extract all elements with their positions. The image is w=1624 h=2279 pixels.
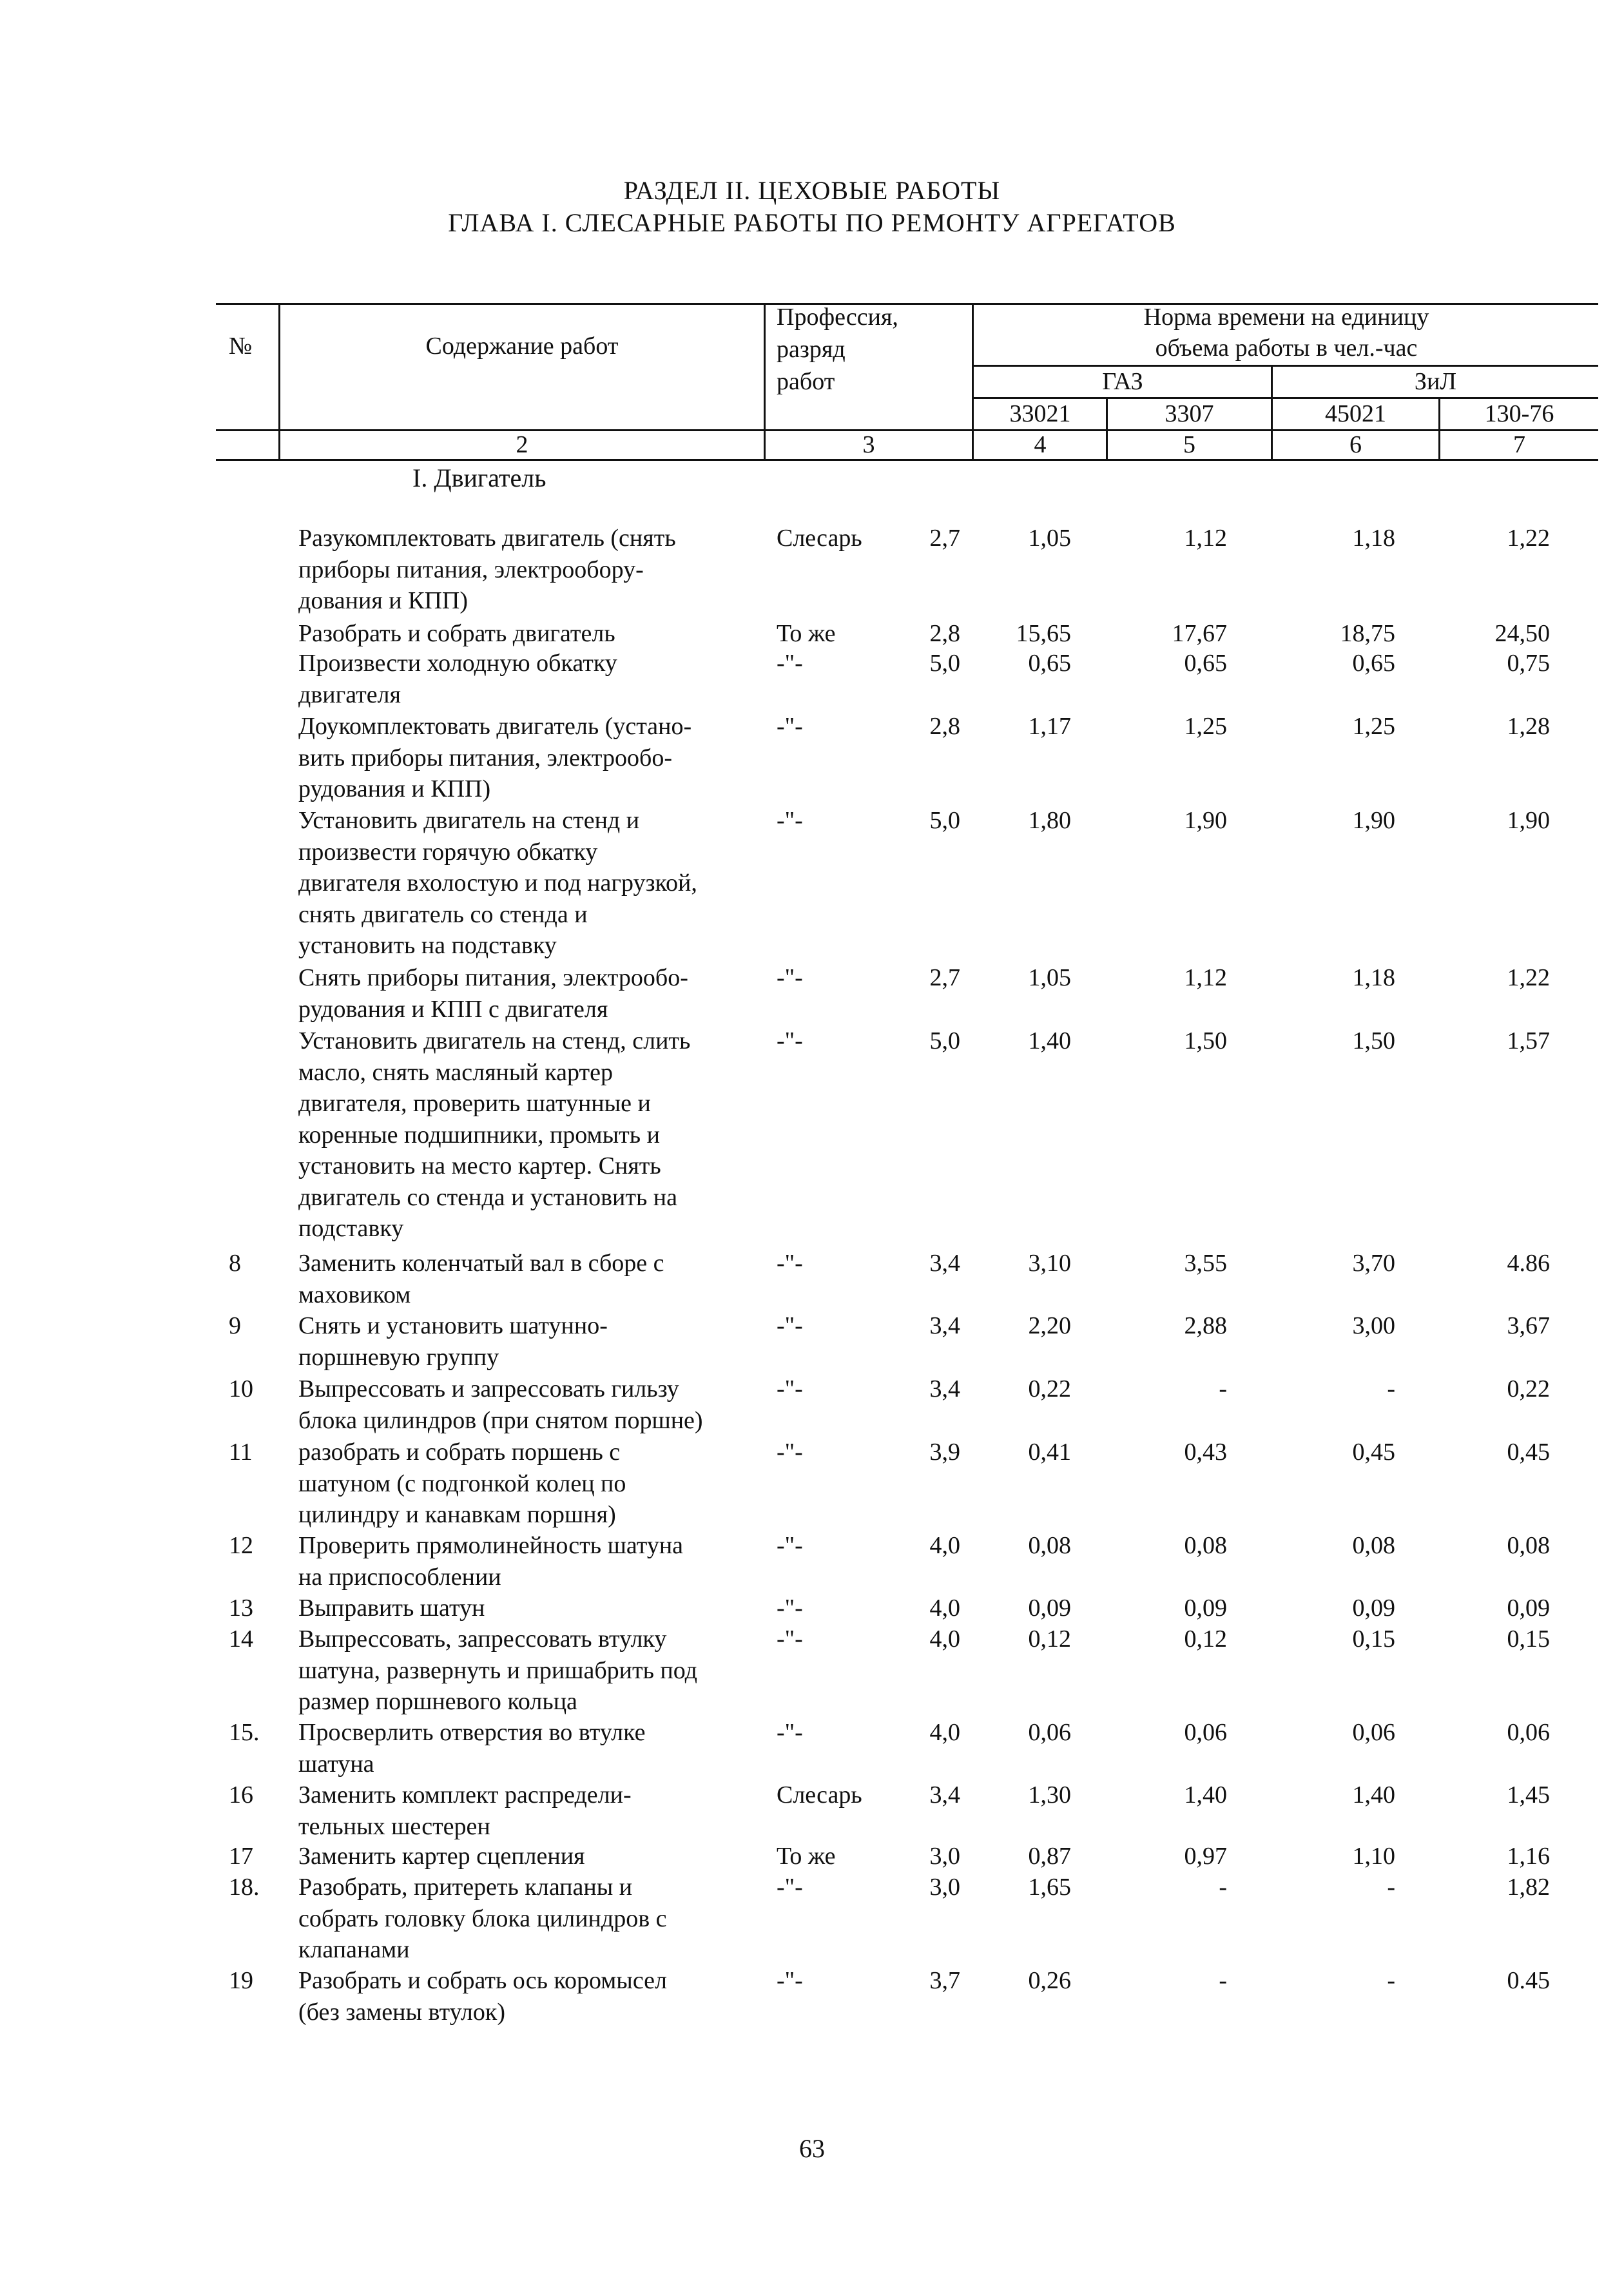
row-value-3307: - xyxy=(1219,1375,1227,1402)
row-profession: -"- xyxy=(777,1027,803,1054)
row-description-line: снять двигатель со стенда и xyxy=(298,900,588,928)
row-value-3307: 0,65 xyxy=(1184,650,1227,677)
colnum-2: 2 xyxy=(516,431,528,458)
row-value-33021: 1,30 xyxy=(1028,1781,1071,1809)
row-grade: 5,0 xyxy=(929,1027,960,1054)
row-value-45021: 0,08 xyxy=(1352,1532,1395,1559)
header-number: № xyxy=(229,333,253,360)
row-value-130-76: 0,22 xyxy=(1507,1375,1550,1402)
row-description-line: Установить двигатель на стенд, слить xyxy=(298,1027,691,1054)
row-grade: 3,0 xyxy=(929,1843,960,1870)
row-value-45021: 1,18 xyxy=(1352,525,1395,552)
row-description-line: шатуном (с подгонкой колец по xyxy=(298,1469,626,1497)
row-value-45021: 3,70 xyxy=(1352,1250,1395,1277)
header-model-45021: 45021 xyxy=(1325,400,1386,427)
row-description-line: Произвести холодную обкатку xyxy=(298,650,617,677)
header-norm-1: Норма времени на единицу xyxy=(1143,304,1429,331)
row-value-3307: 0,09 xyxy=(1184,1595,1227,1622)
row-profession: -"- xyxy=(777,964,803,991)
row-profession: -"- xyxy=(777,713,803,740)
header-model-3307: 3307 xyxy=(1165,400,1214,427)
row-value-3307: - xyxy=(1219,1874,1227,1901)
row-value-33021: 1,40 xyxy=(1028,1027,1071,1054)
row-description-line: двигатель со стенда и установить на xyxy=(298,1183,677,1211)
row-description-line: Заменить коленчатый вал в сборе с xyxy=(298,1250,664,1277)
row-description-line: Разобрать, притереть клапаны и xyxy=(298,1874,633,1901)
row-value-45021: 3,00 xyxy=(1352,1312,1395,1339)
row-value-33021: 1,05 xyxy=(1028,525,1071,552)
row-value-3307: 1,12 xyxy=(1184,964,1227,991)
row-number: 11 xyxy=(229,1439,253,1466)
section-engine: I. Двигатель xyxy=(412,463,546,492)
row-profession: -"- xyxy=(777,1532,803,1559)
row-description-line: на приспособлении xyxy=(298,1563,501,1591)
row-description-line: Выправить шатун xyxy=(298,1595,485,1622)
page-number: 63 xyxy=(799,2134,825,2163)
colnum-4: 4 xyxy=(1034,431,1047,458)
row-value-130-76: 3,67 xyxy=(1507,1312,1550,1339)
row-value-33021: 1,80 xyxy=(1028,807,1071,834)
row-value-3307: 0,12 xyxy=(1184,1625,1227,1653)
row-description-line: размер поршневого кольца xyxy=(298,1688,577,1715)
row-description-line: разобрать и собрать поршень с xyxy=(298,1439,621,1466)
row-value-3307: 1,25 xyxy=(1184,713,1227,740)
row-profession: Слесарь xyxy=(777,525,862,552)
row-description-line: (без замены втулок) xyxy=(298,1998,505,2026)
row-value-130-76: 1,57 xyxy=(1507,1027,1550,1054)
row-value-45021: 1,40 xyxy=(1352,1781,1395,1809)
row-value-33021: 0,08 xyxy=(1028,1532,1071,1559)
row-profession: -"- xyxy=(777,1967,803,1994)
row-description-line: маховиком xyxy=(298,1281,411,1308)
row-value-33021: 0,09 xyxy=(1028,1595,1071,1622)
row-grade: 5,0 xyxy=(929,807,960,834)
row-value-130-76: 1,22 xyxy=(1507,964,1550,991)
row-value-33021: 0,87 xyxy=(1028,1843,1071,1870)
row-number: 18. xyxy=(229,1874,260,1901)
row-description-line: Просверлить отверстия во втулке xyxy=(298,1719,646,1746)
row-profession: -"- xyxy=(777,1874,803,1901)
header-divider-norm xyxy=(972,303,974,459)
row-value-3307: 0,43 xyxy=(1184,1439,1227,1466)
chapter-title: ГЛАВА I. СЛЕСАРНЫЕ РАБОТЫ ПО РЕМОНТУ АГРЕГАТОВ xyxy=(448,208,1176,237)
row-value-33021: 1,65 xyxy=(1028,1874,1071,1901)
row-description-line: Разукомплектовать двигатель (снять xyxy=(298,525,676,552)
row-description-line: цилиндру и канавкам поршня) xyxy=(298,1501,616,1528)
row-description-line: Выпрессовать, запрессовать втулку xyxy=(298,1625,667,1653)
row-description-line: установить на место картер. Снять xyxy=(298,1152,661,1179)
row-value-33021: 1,17 xyxy=(1028,713,1071,740)
row-description-line: Снять приборы питания, электрообо- xyxy=(298,964,688,991)
row-grade: 2,7 xyxy=(929,964,960,991)
row-value-3307: 1,90 xyxy=(1184,807,1227,834)
row-value-130-76: 0,08 xyxy=(1507,1532,1550,1559)
row-profession: То же xyxy=(777,620,836,647)
header-profession-2: разряд xyxy=(777,336,846,363)
row-value-45021: 0,06 xyxy=(1352,1719,1395,1746)
row-profession: -"- xyxy=(777,1719,803,1746)
row-description-line: клапанами xyxy=(298,1936,410,1963)
row-description-line: двигателя xyxy=(298,681,401,708)
row-profession: -"- xyxy=(777,807,803,834)
row-value-130-76: 0,09 xyxy=(1507,1595,1550,1622)
row-value-130-76: 1,22 xyxy=(1507,525,1550,552)
row-value-45021: 18,75 xyxy=(1340,620,1395,647)
norm-subheader-line xyxy=(973,365,1598,367)
row-profession: -"- xyxy=(777,1250,803,1277)
row-value-33021: 3,10 xyxy=(1028,1250,1071,1277)
row-description-line: Заменить комплект распредели- xyxy=(298,1781,632,1809)
row-grade: 2,8 xyxy=(929,713,960,740)
row-description-line: подставку xyxy=(298,1215,404,1242)
row-description-line: тельных шестерен xyxy=(298,1812,490,1840)
row-grade: 3,4 xyxy=(929,1250,960,1277)
row-number: 17 xyxy=(229,1843,253,1870)
row-profession: -"- xyxy=(777,1375,803,1402)
row-description-line: шатуна xyxy=(298,1750,374,1778)
row-description-line: коренные подшипники, промыть и xyxy=(298,1121,660,1149)
row-value-130-76: 1,28 xyxy=(1507,713,1550,740)
row-value-33021: 0,06 xyxy=(1028,1719,1071,1746)
header-content: Содержание работ xyxy=(425,333,619,360)
row-description-line: Выпрессовать и запрессовать гильзу xyxy=(298,1375,679,1402)
row-value-3307: 1,12 xyxy=(1184,525,1227,552)
row-description-line: Заменить картер сцепления xyxy=(298,1843,585,1870)
row-value-45021: 1,50 xyxy=(1352,1027,1395,1054)
header-gaz: ГАЗ xyxy=(1102,368,1143,395)
row-description-line: установить на подставку xyxy=(298,932,557,959)
row-value-33021: 0,22 xyxy=(1028,1375,1071,1402)
header-profession-3: работ xyxy=(777,368,835,395)
row-grade: 3,0 xyxy=(929,1874,960,1901)
row-grade: 4,0 xyxy=(929,1719,960,1746)
row-description-line: двигателя вхолостую и под нагрузкой, xyxy=(298,869,697,897)
row-value-130-76: 0,06 xyxy=(1507,1719,1550,1746)
row-value-3307: - xyxy=(1219,1967,1227,1994)
row-profession: -"- xyxy=(777,1439,803,1466)
row-value-33021: 0,12 xyxy=(1028,1625,1071,1653)
row-number: 15. xyxy=(229,1719,260,1746)
row-description-line: произвести горячую обкатку xyxy=(298,838,598,866)
row-description-line: блока цилиндров (при снятом поршне) xyxy=(298,1406,703,1434)
row-value-45021: 1,25 xyxy=(1352,713,1395,740)
row-profession: -"- xyxy=(777,1312,803,1339)
row-value-130-76: 1,16 xyxy=(1507,1843,1550,1870)
row-value-3307: 3,55 xyxy=(1184,1250,1227,1277)
row-profession: Слесарь xyxy=(777,1781,862,1809)
header-zil: ЗиЛ xyxy=(1414,368,1457,395)
row-value-130-76: 1,90 xyxy=(1507,807,1550,834)
row-value-45021: - xyxy=(1387,1375,1395,1402)
row-profession: То же xyxy=(777,1843,836,1870)
row-description-line: рудования и КПП с двигателя xyxy=(298,995,608,1023)
row-description-line: шатуна, развернуть и пришабрить под xyxy=(298,1656,698,1684)
row-value-130-76: 4.86 xyxy=(1507,1250,1550,1277)
row-profession: -"- xyxy=(777,1625,803,1653)
row-description-line: Разобрать и собрать двигатель xyxy=(298,620,615,647)
row-grade: 2,8 xyxy=(929,620,960,647)
row-description-line: Установить двигатель на стенд и xyxy=(298,807,640,834)
row-number: 10 xyxy=(229,1375,253,1402)
row-value-3307: 0,97 xyxy=(1184,1843,1227,1870)
colnum-bottom-line xyxy=(216,459,1598,461)
row-description-line: приборы питания, электрообору- xyxy=(298,556,644,583)
row-value-3307: 0,06 xyxy=(1184,1719,1227,1746)
colnum-3: 3 xyxy=(862,431,875,458)
row-description-line: рудования и КПП) xyxy=(298,775,491,802)
row-value-3307: 0,08 xyxy=(1184,1532,1227,1559)
row-number: 13 xyxy=(229,1595,253,1622)
row-description-line: собрать головку блока цилиндров с xyxy=(298,1905,667,1932)
row-description-line: вить приборы питания, электрообо- xyxy=(298,744,672,771)
header-model-33021: 33021 xyxy=(1009,400,1071,427)
colnum-7: 7 xyxy=(1513,431,1525,458)
row-grade: 3,7 xyxy=(929,1967,960,1994)
row-value-130-76: 0,15 xyxy=(1507,1625,1550,1653)
row-value-45021: 0,45 xyxy=(1352,1439,1395,1466)
row-number: 19 xyxy=(229,1967,253,1994)
row-grade: 5,0 xyxy=(929,650,960,677)
row-value-130-76: 0,45 xyxy=(1507,1439,1550,1466)
row-value-33021: 1,05 xyxy=(1028,964,1071,991)
row-value-3307: 1,40 xyxy=(1184,1781,1227,1809)
row-number: 8 xyxy=(229,1250,241,1277)
row-value-33021: 0,41 xyxy=(1028,1439,1071,1466)
row-value-130-76: 24,50 xyxy=(1494,620,1550,647)
row-grade: 3,9 xyxy=(929,1439,960,1466)
row-value-45021: 0,09 xyxy=(1352,1595,1395,1622)
row-description-line: Доукомплектовать двигатель (устано- xyxy=(298,713,692,740)
row-grade: 2,7 xyxy=(929,525,960,552)
row-description-line: Проверить прямолинейность шатуна xyxy=(298,1532,684,1559)
row-description-line: масло, снять масляный картер xyxy=(298,1058,613,1086)
row-description-line: двигателя, проверить шатунные и xyxy=(298,1090,651,1117)
row-number: 9 xyxy=(229,1312,241,1339)
row-grade: 3,4 xyxy=(929,1781,960,1809)
row-number: 14 xyxy=(229,1625,253,1653)
row-value-130-76: 0,75 xyxy=(1507,650,1550,677)
row-description-line: Разобрать и собрать ось коромысел xyxy=(298,1967,667,1994)
row-grade: 4,0 xyxy=(929,1625,960,1653)
row-description-line: Снять и установить шатунно- xyxy=(298,1312,608,1339)
row-description-line: поршневую группу xyxy=(298,1343,499,1371)
row-number: 16 xyxy=(229,1781,253,1809)
row-value-45021: 1,90 xyxy=(1352,807,1395,834)
colnum-6: 6 xyxy=(1349,431,1362,458)
row-value-3307: 17,67 xyxy=(1172,620,1227,647)
row-value-45021: 0,15 xyxy=(1352,1625,1395,1653)
row-value-33021: 0,65 xyxy=(1028,650,1071,677)
row-value-130-76: 1,45 xyxy=(1507,1781,1550,1809)
row-value-33021: 0,26 xyxy=(1028,1967,1071,1994)
header-profession-1: Профессия, xyxy=(777,304,898,331)
row-value-45021: - xyxy=(1387,1874,1395,1901)
row-value-45021: - xyxy=(1387,1967,1395,1994)
row-number: 12 xyxy=(229,1532,253,1559)
row-grade: 4,0 xyxy=(929,1595,960,1622)
row-profession: -"- xyxy=(777,1595,803,1622)
row-value-33021: 2,20 xyxy=(1028,1312,1071,1339)
row-value-3307: 2,88 xyxy=(1184,1312,1227,1339)
brand-subheader-line xyxy=(973,397,1598,399)
row-grade: 3,4 xyxy=(929,1312,960,1339)
row-grade: 4,0 xyxy=(929,1532,960,1559)
section-title: РАЗДЕЛ II. ЦЕХОВЫЕ РАБОТЫ xyxy=(623,176,1001,205)
colnum-5: 5 xyxy=(1183,431,1195,458)
row-value-45021: 1,18 xyxy=(1352,964,1395,991)
header-model-130-76: 130-76 xyxy=(1484,400,1554,427)
header-norm-2: объема работы в чел.-час xyxy=(1155,335,1418,362)
row-value-45021: 0,65 xyxy=(1352,650,1395,677)
row-description-line: дования и КПП) xyxy=(298,587,469,614)
row-grade: 3,4 xyxy=(929,1375,960,1402)
row-value-130-76: 1,82 xyxy=(1507,1874,1550,1901)
row-value-3307: 1,50 xyxy=(1184,1027,1227,1054)
row-value-130-76: 0.45 xyxy=(1507,1967,1550,1994)
row-value-45021: 1,10 xyxy=(1352,1843,1395,1870)
row-value-33021: 15,65 xyxy=(1016,620,1071,647)
row-profession: -"- xyxy=(777,650,803,677)
